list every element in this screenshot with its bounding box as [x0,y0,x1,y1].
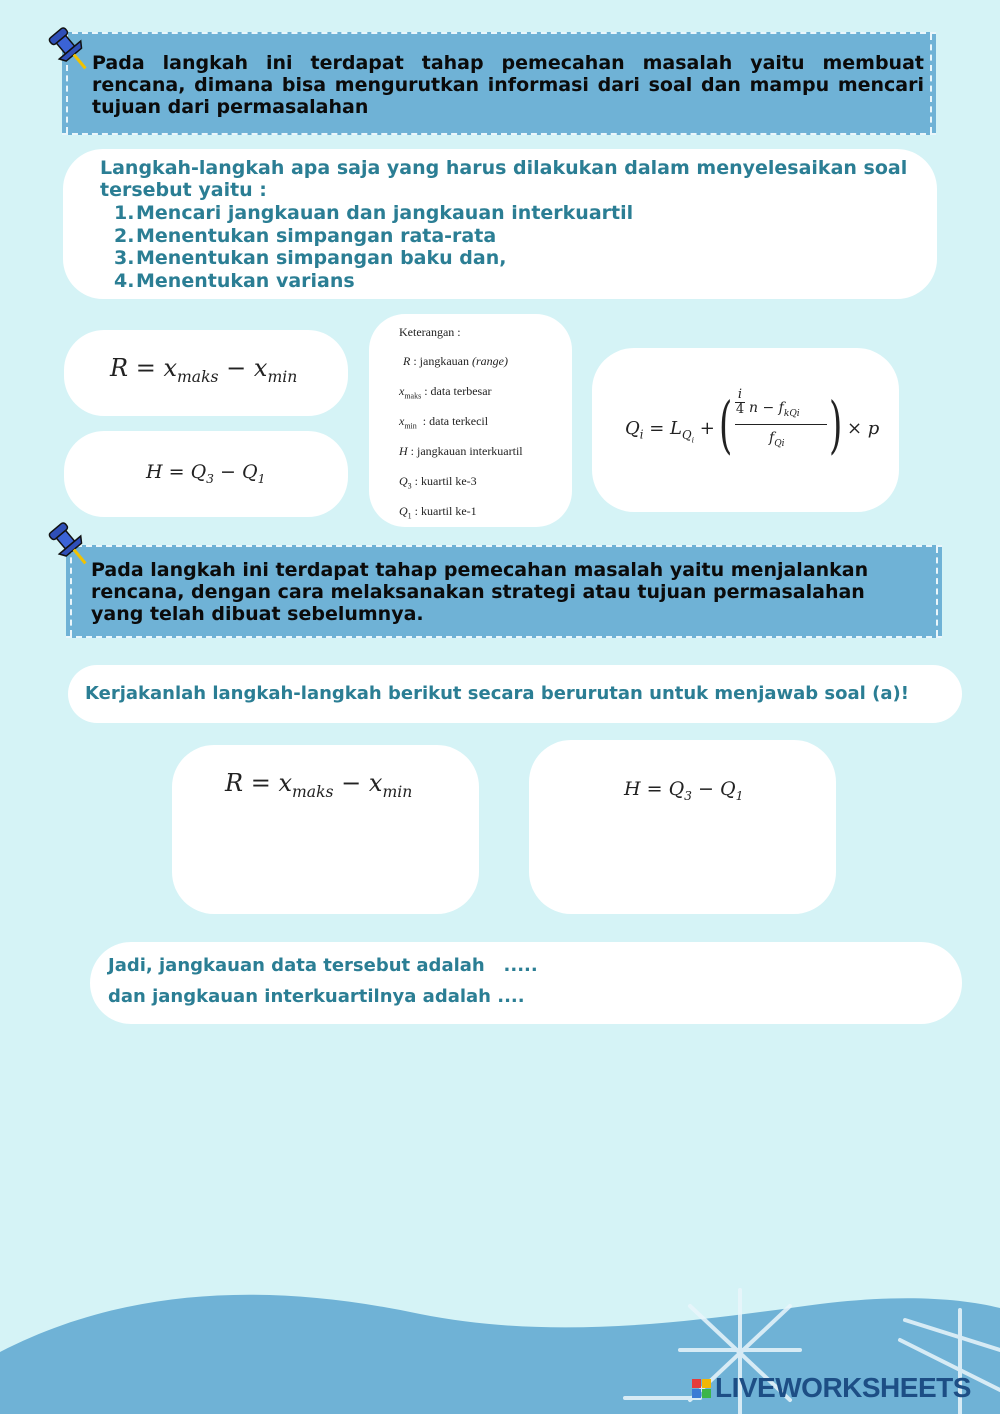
legend-item: $Q_1$ : kuartil ke-1 [399,504,477,521]
steps-list [100,202,907,292]
legend-item: $x_{maks}$ : data terbesar [399,384,492,401]
instruction-text: Kerjakanlah langkah-langkah berikut secara berurutan untuk menjawab soal (a)! [85,683,909,704]
pushpin-icon [47,24,93,76]
iqr-work-card[interactable] [529,740,836,914]
iqr-formula: $H = Q_3 - Q_1$ [624,778,744,803]
plan-banner-text: Pada langkah ini terdapat tahap pemecahan masalah yaitu membuat rencana, dimana bisa mengurutkan informasi dari soal dan mampu mencari tujuan dari permasalahan [92,52,924,118]
legend-item: R : jangkauan (range) [403,354,508,368]
execute-banner-text: Pada langkah ini terdapat tahap pemecahan masalah yaitu menjalankan rencana, dengan cara melaksanakan strategi atau tujuan permasalahan yang telah dibuat sebelumnya. [91,559,869,625]
quartile-formula: $Q_i = L_{Q_i}$ + ( i 4 $n - f_{kQi}$ $f_{Qi}$ ) × p [625,387,880,461]
pushpin-icon [47,519,93,571]
iqr-formula-card [64,431,348,517]
range-work-card[interactable] [172,745,479,914]
list-item: 3.Menentukan simpangan baku dan, [114,247,507,269]
list-item: 2.Menentukan simpangan rata-rata [114,224,497,247]
range-formula-card [64,330,348,416]
right-paren-icon: ) [829,388,843,461]
legend-item: $Q_3$ : kuartil ke-3 [399,474,477,491]
quartile-formula-card [592,348,899,512]
conclusion-card [90,942,962,1024]
legend-item: H : jangkauan interkuartil [399,444,523,458]
answer-line-range[interactable]: Jadi, jangkauan data tersebut adalah ..... [108,955,538,976]
instruction-card [68,665,962,723]
left-paren-icon: ( [719,388,733,461]
brand-name: LIVEWORKSHEETS [715,1372,971,1403]
legend-item: $x_{min}$ : data terkecil [399,414,489,431]
execute-banner [66,545,942,638]
iqr-formula: $H = Q_3 - Q_1$ [146,461,266,486]
liveworksheets-logo [692,1372,971,1404]
steps-intro: Langkah-langkah apa saja yang harus dilakukan dalam menyelesaikan soal tersebut yaitu : [100,157,908,201]
range-formula: $R = x_{maks} - x_{min}$ [110,354,298,386]
logo-icon [692,1379,711,1398]
list-item: 4.Menentukan varians [114,269,355,292]
list-item: 1.Mencari jangkauan dan jangkauan interkuartil [114,202,634,224]
steps-card [63,149,937,299]
legend-card [369,314,572,527]
range-formula: $R = x_{maks} - x_{min}$ [225,769,413,801]
answer-line-iqr[interactable]: dan jangkauan interkuartilnya adalah .... [108,986,525,1007]
plan-banner [62,32,936,135]
legend-title: Keterangan : [399,325,461,339]
